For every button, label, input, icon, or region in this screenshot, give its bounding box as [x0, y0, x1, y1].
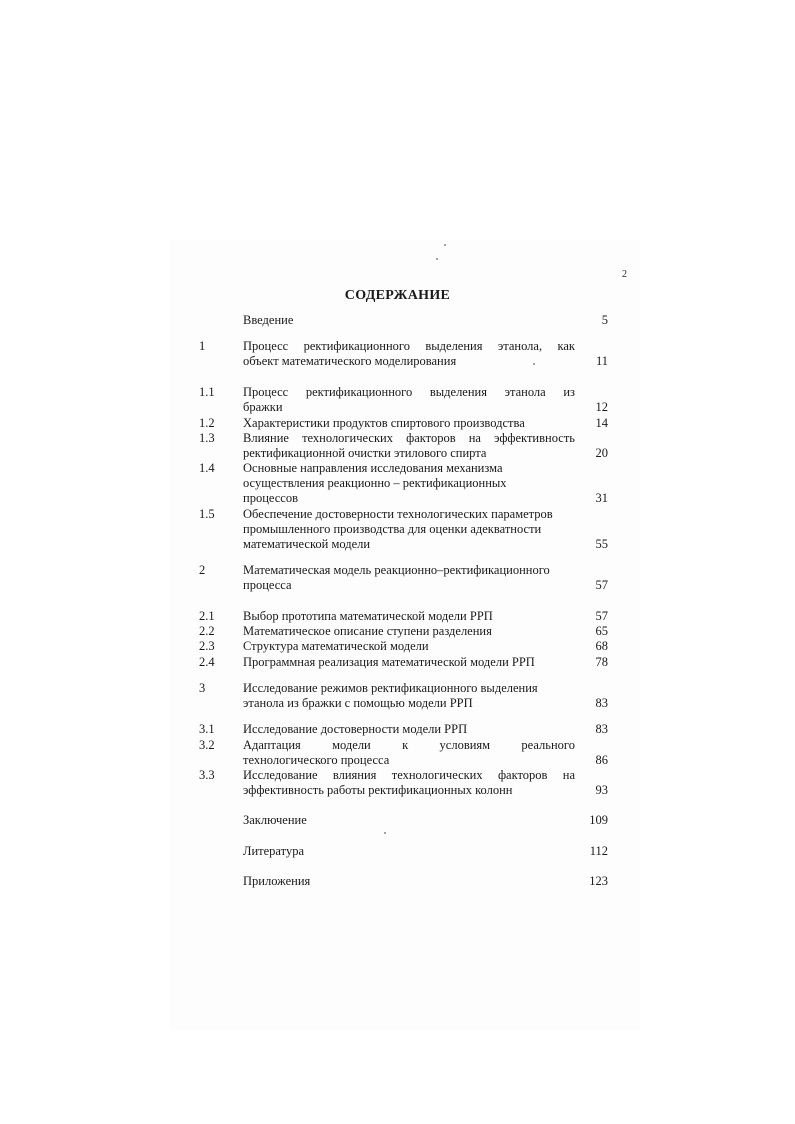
toc-entry-number: 3.2 — [199, 738, 215, 752]
page-number: 2 — [622, 269, 627, 280]
toc-entry-title-line: Процесс ректификационного выделения этанола из — [243, 385, 575, 399]
toc-entry-title — [243, 313, 575, 328]
toc-entry-page: 109 — [589, 813, 608, 827]
toc-entry-number: 2 — [199, 563, 206, 577]
toc-entry-page: 12 — [595, 400, 608, 414]
toc-entry-title-line: этанола из бражки с помощью модели РРП — [243, 696, 473, 710]
toc-entry-title-line: Обеспечение достоверности технологических параметров — [243, 507, 553, 521]
toc-entry-title — [243, 385, 575, 415]
toc-entry-title-line: бражки — [243, 400, 283, 414]
toc-entry-page: 65 — [595, 624, 608, 638]
toc-entry-title-line: процессов — [243, 491, 298, 505]
toc-entry-title — [243, 416, 575, 431]
toc-entry-title-line: Структура математической модели — [243, 639, 429, 653]
toc-entry-number: 1.4 — [199, 461, 215, 475]
toc-entry-page: 20 — [595, 446, 608, 460]
toc-entry-title — [243, 738, 575, 768]
toc-entry-page: 112 — [589, 844, 608, 858]
toc-entry-title-line: Характеристики продуктов спиртового производства — [243, 416, 525, 430]
toc-entry-title-line: Адаптация модели к условиям реального — [243, 738, 575, 752]
toc-entry-title — [243, 563, 575, 593]
toc-entry-title-line: Процесс ректификационного выделения этанола, как — [243, 339, 575, 353]
toc-entry-title — [243, 874, 575, 889]
toc-entry-number: 1.2 — [199, 416, 215, 430]
toc-entry-number: 1.5 — [199, 507, 215, 521]
toc-entry-title — [243, 639, 575, 654]
toc-entry-title-line: Влияние технологических факторов на эффективность — [243, 431, 575, 445]
toc-entry-title-line: объект математического моделирования — [243, 354, 457, 368]
toc-entry-title-line: Выбор прототипа математической модели РРП — [243, 609, 493, 623]
toc-entry-title — [243, 655, 575, 670]
toc-entry-number: 2.1 — [199, 609, 215, 623]
toc-entry-title — [243, 461, 575, 506]
toc-entry-number: 1.1 — [199, 385, 215, 399]
toc-entry-title-line: процесса — [243, 578, 292, 592]
toc-entry-page: 93 — [595, 783, 608, 797]
toc-entry-title — [243, 844, 575, 859]
toc-entry-number: 1 — [199, 339, 206, 353]
toc-entry-page: 78 — [595, 655, 608, 669]
toc-entry-title — [243, 813, 575, 828]
toc-entry-page: 55 — [595, 537, 608, 551]
toc-entry-page: 86 — [595, 753, 608, 767]
toc-entry-title-line: технологического процесса — [243, 753, 390, 767]
toc-entry-title-line: Исследование режимов ректификационного выделения — [243, 681, 538, 695]
toc-entry-title-line: Программная реализация математической модели РРП — [243, 655, 535, 669]
toc-entry-number: 3.3 — [199, 768, 215, 782]
toc-entry-page: 5 — [601, 313, 608, 327]
toc-entry-title-line: Исследование влияния технологических факторов на — [243, 768, 575, 782]
toc-entry-page: 57 — [595, 578, 608, 592]
toc-entry-title — [243, 609, 575, 624]
toc-entry-title-line: ректификационной очистки этилового спирта — [243, 446, 487, 460]
toc-entry-title — [243, 681, 575, 711]
toc-entry-page: 83 — [595, 722, 608, 736]
toc-entry-page: 68 — [595, 639, 608, 653]
toc-entry-title — [243, 722, 575, 737]
toc-entry-title-line: Литература — [243, 844, 304, 858]
toc-entry-title — [243, 507, 575, 552]
toc-entry-title-line: эффективность работы ректификационных колонн — [243, 783, 513, 797]
toc-title: СОДЕРЖАНИЕ — [344, 288, 451, 303]
toc-entry-page: 123 — [589, 874, 608, 888]
toc-entry-title — [243, 339, 575, 369]
toc-entry-title-line: Математическое описание ступени разделения — [243, 624, 492, 638]
toc-entry-title-line: математической модели — [243, 537, 371, 551]
toc-entry-title-line: промышленного производства для оценки адекватности — [243, 522, 542, 536]
toc-entry-number: 1.3 — [199, 431, 215, 445]
toc-entry-page: 11 — [595, 354, 608, 368]
toc-entry-title-line: Введение — [243, 313, 294, 327]
toc-entry-title-line: Основные направления исследования механизма — [243, 461, 503, 475]
toc-entry-title-line: Математическая модель реакционно–ректификационного — [243, 563, 550, 577]
toc-entry-title-line: Приложения — [243, 874, 311, 888]
toc-entry-title-line: осуществления реакционно – ректификационных — [243, 476, 507, 490]
toc-entry-title — [243, 768, 575, 798]
toc-entry-number: 3 — [199, 681, 206, 695]
toc-entry-number: 2.4 — [199, 655, 215, 669]
toc-entry-page: 83 — [595, 696, 608, 710]
toc-entry-number: 2.3 — [199, 639, 215, 653]
toc-entry-title — [243, 431, 575, 461]
toc-entry-number: 3.1 — [199, 722, 215, 736]
toc-entry-number: 2.2 — [199, 624, 215, 638]
toc-entry-title — [243, 624, 575, 639]
toc-entry-title-line: Исследование достоверности модели РРП — [243, 722, 468, 736]
toc-entry-page: 57 — [595, 609, 608, 623]
toc-entry-page: 31 — [595, 491, 608, 505]
toc-entry-title-line: Заключение — [243, 813, 307, 827]
toc-entry-page: 14 — [595, 416, 608, 430]
